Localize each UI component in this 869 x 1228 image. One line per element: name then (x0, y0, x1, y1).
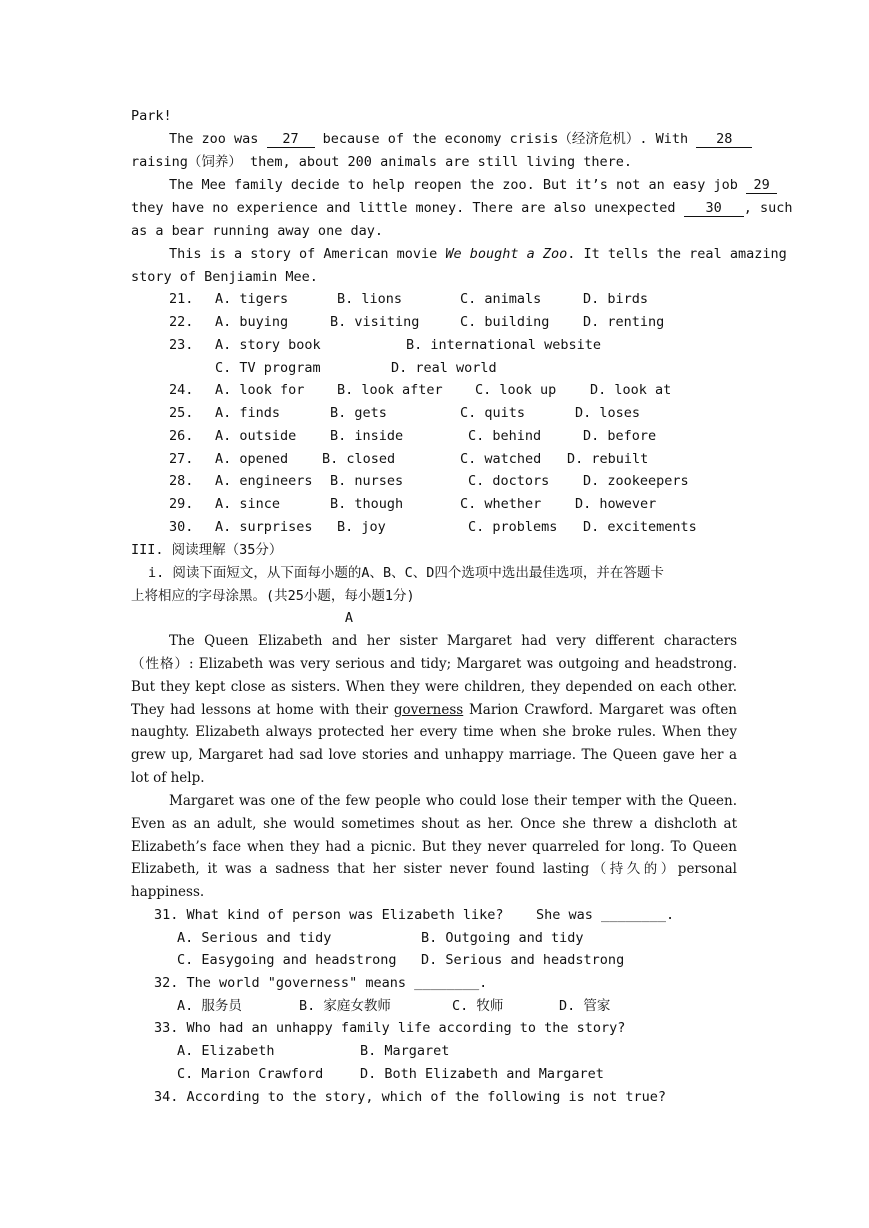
cloze-p3-line2: story of Benjiamin Mee. (131, 269, 318, 285)
option-a[interactable]: A. finds (215, 405, 281, 421)
option-a[interactable]: A. since (215, 496, 281, 512)
option-c[interactable]: C. quits (460, 405, 526, 421)
option-d[interactable]: D. however (575, 496, 657, 512)
cloze-p2-line2: they have no experience and little money. There are also unexpected 30 , such (131, 200, 793, 216)
option-c[interactable]: C. Easygoing and headstrong (177, 952, 397, 968)
option-a[interactable]: A. look for (215, 382, 305, 398)
option-b[interactable]: B. gets (330, 405, 387, 421)
option-d[interactable]: D. rebuilt (567, 451, 649, 467)
option-b[interactable]: B. though (330, 496, 404, 512)
passage-line: naughty. Elizabeth always protected her every time when she broke rules. When they (131, 724, 737, 740)
question-stem: 34. According to the story, which of the following is not true? (154, 1089, 667, 1105)
blank-30: 30 (684, 201, 744, 217)
option-d[interactable]: D. loses (575, 405, 641, 421)
option-c[interactable]: C. 牧师 (452, 998, 504, 1014)
option-a[interactable]: A. tigers (215, 291, 289, 307)
movie-title: We bought a Zoo (445, 246, 568, 262)
blank-29: 29 (746, 178, 777, 194)
option-d[interactable]: D. look at (590, 382, 672, 398)
option-a[interactable]: A. Serious and tidy (177, 930, 332, 946)
passage-line: Elizabeth, it was a sadness that her sister never found lasting（持久的）personal (131, 861, 737, 877)
option-d[interactable]: D. zookeepers (583, 473, 689, 489)
option-b[interactable]: B. Outgoing and tidy (421, 930, 584, 946)
passage-line: The Queen Elizabeth and her sister Margaret had very different characters (169, 633, 737, 649)
option-c[interactable]: C. TV program (215, 360, 321, 376)
option-a[interactable]: A. Elizabeth (177, 1043, 275, 1059)
passage-line: lot of help. (131, 770, 205, 786)
option-c[interactable]: C. doctors (468, 473, 550, 489)
passage-line: grew up, Margaret had sad love stories and unhappy marriage. The Queen gave her a (131, 747, 737, 763)
option-c[interactable]: C. problems (468, 519, 558, 535)
option-b[interactable]: B. 家庭女教师 (299, 998, 391, 1014)
option-b[interactable]: B. closed (322, 451, 396, 467)
section-instruction-line1: i. 阅读下面短文，从下面每小题的A、B、C、D四个选项中选出最佳选项，并在答题卡 (148, 565, 664, 581)
option-a[interactable]: A. 服务员 (177, 998, 242, 1014)
underlined-word: governess (393, 702, 464, 718)
option-d[interactable]: D. excitements (583, 519, 697, 535)
option-b[interactable]: B. inside (330, 428, 404, 444)
option-b[interactable]: B. look after (337, 382, 443, 398)
option-d[interactable]: D. real world (391, 360, 497, 376)
blank-27: 27 (267, 132, 315, 148)
option-b[interactable]: B. international website (406, 337, 602, 353)
question-stem: 32. The world "governess" means ________. (154, 975, 488, 991)
option-d[interactable]: D. birds (583, 291, 649, 307)
option-a[interactable]: A. opened (215, 451, 289, 467)
option-a[interactable]: A. buying (215, 314, 289, 330)
passage-line: happiness. (131, 884, 205, 900)
option-c[interactable]: C. behind (468, 428, 542, 444)
option-d[interactable]: D. 管家 (559, 998, 611, 1014)
question-stem: 33. Who had an unhappy family life according to the story? (154, 1020, 626, 1036)
cloze-p2-line1: The Mee family decide to help reopen the zoo. But it’s not an easy job 29 (169, 175, 737, 195)
option-a[interactable]: A. surprises (215, 519, 313, 535)
cloze-p3-line1: This is a story of American movie We bought a Zoo. It tells the real amazing (169, 246, 787, 262)
option-b[interactable]: B. joy (337, 519, 386, 535)
passage-line: But they kept close as sisters. When they were children, they depended on each other. (131, 679, 737, 695)
option-d[interactable]: D. Serious and headstrong (421, 952, 625, 968)
cloze-p2-line3: as a bear running away one day. (131, 223, 383, 239)
option-a[interactable]: A. engineers (215, 473, 313, 489)
blank-28: 28 (696, 132, 752, 148)
cloze-p1-line1: The zoo was 27 because of the economy crisis（经济危机）. With 28 (169, 129, 737, 149)
option-c[interactable]: C. Marion Crawford (177, 1066, 324, 1082)
passage-line: Even as an adult, she would sometimes shout as her. Once she threw a dishcloth at (131, 816, 737, 832)
option-d[interactable]: D. Both Elizabeth and Margaret (360, 1066, 604, 1082)
passage-line: Elizabeth’s face when they had a picnic. But they never quarreled for long. To Queen (131, 839, 737, 855)
option-b[interactable]: B. nurses (330, 473, 404, 489)
cloze-p1-line2: raising（饲养） them, about 200 animals are still living there. (131, 154, 633, 170)
option-c[interactable]: C. whether (460, 496, 542, 512)
passage-label: A (344, 610, 354, 626)
section-heading: III. 阅读理解（35分） (131, 542, 283, 558)
passage-line: （性格）: Elizabeth was very serious and tidy; Margaret was outgoing and headstrong. (131, 656, 737, 672)
option-d[interactable]: D. renting (583, 314, 665, 330)
document-page: Park! The zoo was 27 because of the economy crisis（经济危机）. With 28 raising（饲养） them, about 200 animals are still living there. The Mee family decide to help reopen the zoo. But it’s not an easy job 29 they have no experience and little money. There are also unexpected 30 , such as a bear running away one day. This is a story of American movie We bought a Zoo. It tells the real amazing story of Benjiamin Mee. 21. A. tigers B. lions C. animals D. birds 22. A. buying B. visiting C. building D. renting 23. A. story book B. international website C. TV program D. real world 24. A. look for B. look after C. look up D. look at 25. A. finds B. gets C. quits D. loses 26. A. outside B. inside C. behind D. before 27. A. opened B. closed C. watched D. rebuilt 28. A. engineers B. nurses C. doctors D. zookeepers 29. A. since B. though C. whether D. however 30. A. surprises B. joy C. problems D. excitements III. 阅读理解（35分） i. 阅读下面短文，从下面每小题的A、B、C、D四个选项中选出最佳选项，并在答题卡 上将相应的字母涂黑。(共25小题，每小题1分) A The Queen Elizabeth and her sister Margaret had very different characters （性格）: Elizabeth was very serious and tidy; Margaret was outgoing and headstrong. But they kept close as sisters. When they were children, they depended on each other. They had lessons at home with their governess Marion Crawford. Margaret was often naughty. Elizabeth always protected her every time when she broke rules. When they grew up, Margaret had sad love stories and unhappy marriage. The Queen gave her a lot of help. Margaret was one of the few people who could lose their temper with the Queen. Even as an adult, she would sometimes shout as her. Once she threw a dishcloth at Elizabeth’s face when they had a picnic. But they never quarreled for long. To Queen Elizabeth, it was a sadness that her sister never found lasting（持久的）personal happiness. 31. What kind of person was Elizabeth like? She was ________. A. Serious and tidy B. Outgoing and tidy C. Easygoing and headstrong D. Serious and headstrong 32. The world "governess" means ________. A. 服务员 B. 家庭女教师 C. 牧师 D. 管家 33. Who had an unhappy family life according to the story? A. Elizabeth B. Margaret C. Marion Crawford D. Both Elizabeth and Margaret 34. According to the story, which of the following is not true? (131, 108, 793, 1105)
option-c[interactable]: C. watched (460, 451, 542, 467)
option-b[interactable]: B. lions (337, 291, 403, 307)
option-c[interactable]: C. animals (460, 291, 542, 307)
option-d[interactable]: D. before (583, 428, 657, 444)
passage-line: They had lessons at home with their governess Marion Crawford. Margaret was often (131, 702, 737, 718)
cloze-park-line: Park! (131, 108, 172, 124)
option-b[interactable]: B. visiting (330, 314, 420, 330)
passage-line: Margaret was one of the few people who could lose their temper with the Queen. (169, 793, 737, 809)
section-instruction-line2: 上将相应的字母涂黑。(共25小题，每小题1分) (131, 588, 415, 604)
question-stem: 31. What kind of person was Elizabeth like? She was ________. (154, 907, 675, 923)
option-c[interactable]: C. building (460, 314, 550, 330)
option-a[interactable]: A. story book (215, 337, 321, 353)
option-c[interactable]: C. look up (475, 382, 557, 398)
option-b[interactable]: B. Margaret (360, 1043, 450, 1059)
option-a[interactable]: A. outside (215, 428, 297, 444)
